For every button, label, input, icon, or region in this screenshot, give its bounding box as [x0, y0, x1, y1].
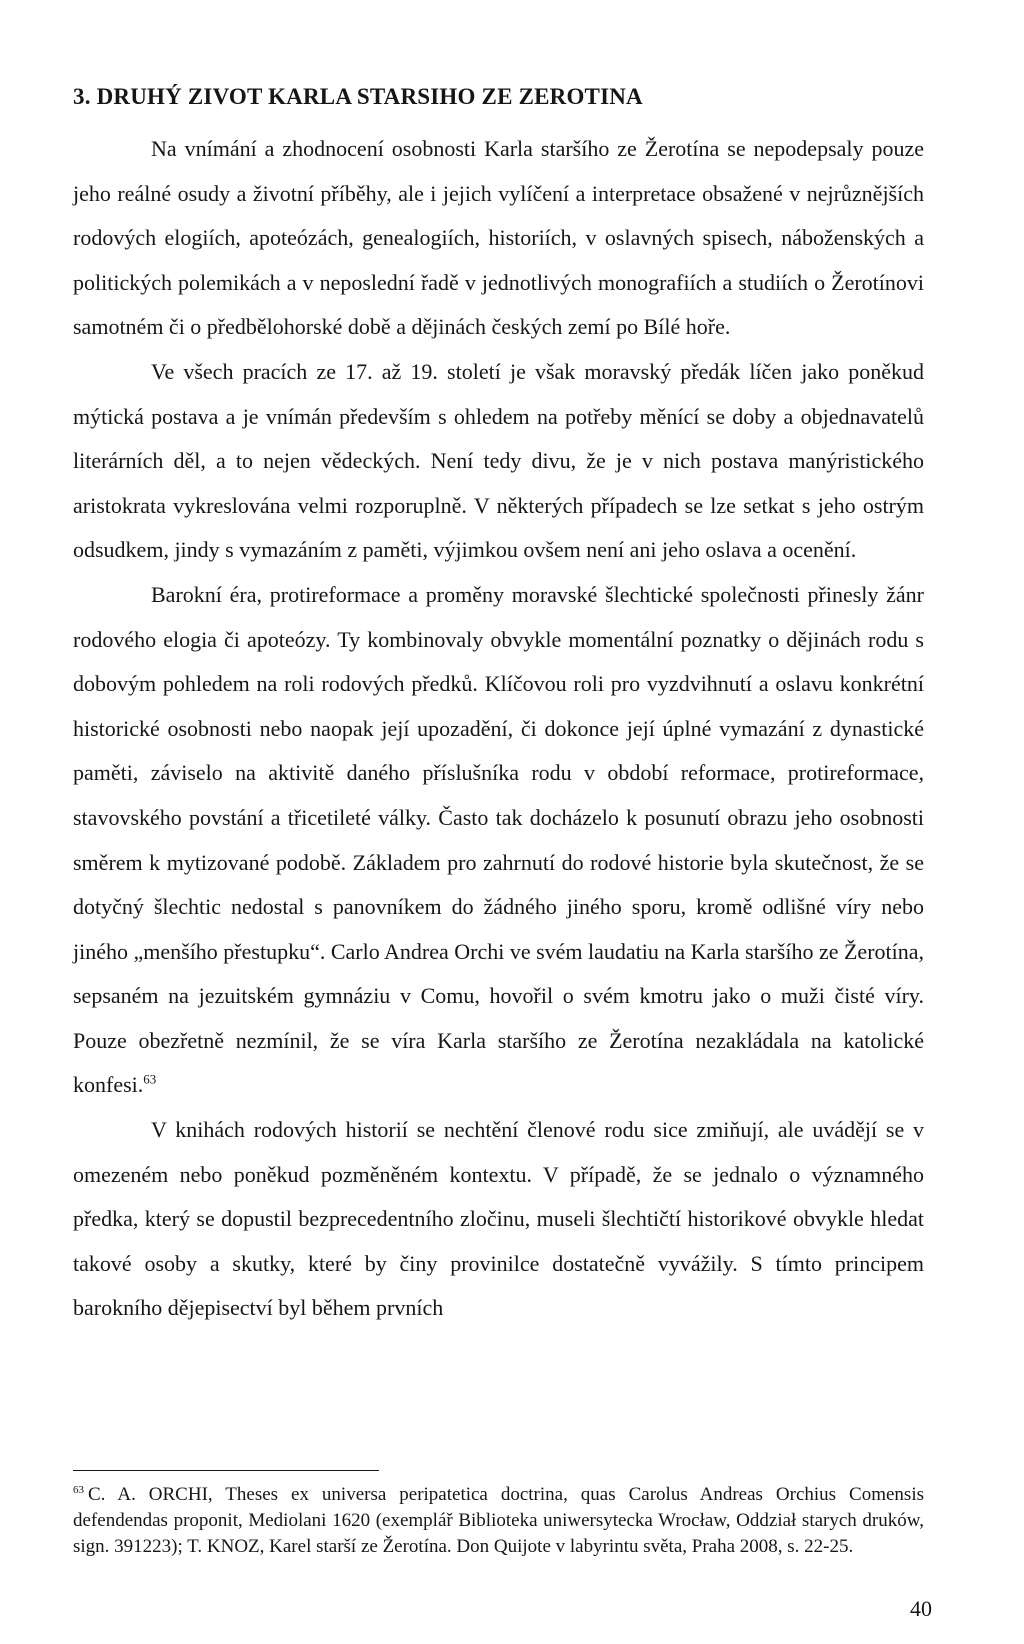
paragraph-3	[73, 573, 924, 1108]
page-body	[73, 84, 924, 1331]
paragraph-1: Na vnímání a zhodnocení osobnosti Karla staršího ze Žerotína se nepodepsaly pouze jeho reálné osudy a životní příběhy, ale i jejich vylíčení a interpretace obsažené v nejrůznějších rodových elogiích, apoteózách, genealogiích, historiích, v oslavných spisech, náboženských a politických polemikách a v neposlední řadě v jednotlivých monografiích a studiích o Žerotínovi samotném či o předbělohorské době a dějinách českých zemí po Bílé hoře.	[73, 136, 924, 340]
footnotes	[73, 1482, 924, 1560]
footnote-text: C. A. ORCHI, Theses ex universa peripatetica doctrina, quas Carolus Andreas Orchius Comensis defendendas proponit, Mediolani 1620 (exemplář Biblioteka uniwersytecka Wrocław, Oddział starych druków, sign. 391223); T. KNOZ, Karel starší ze Žerotína. Don Quijote v labyrintu světa, Praha 2008, s. 22-25.	[73, 1484, 924, 1557]
paragraph-2: Ve všech pracích ze 17. až 19. století je však moravský předák líčen jako poněkud mýtická postava a je vnímán především s ohledem na potřeby měnící se doby a objednavatelů literárních děl, a to nejen vědeckých. Není tedy divu, že je v nich postava manýristického aristokrata vykreslována velmi rozporuplně. V některých případech se lze setkat s jeho ostrým odsudkem, jindy s vymazáním z paměti, výjimkou ovšem není ani jeho oslava a ocenění.	[73, 358, 924, 563]
paragraph-4: V knihách rodových historií se nechtění členové rodu sice zmiňují, ale uvádějí se v omezeném nebo poněkud pozměněném kontextu. V případě, že se jednalo o významného předka, který se dopustil bezprecedentního zločinu, museli šlechtičtí historikové obvykle hledat takové osoby a skutky, které by činy provinilce dostatečně vyvážily. S tímto principem barokního dějepisectví byl během prvních	[73, 1117, 924, 1321]
section-heading: 3. DRUHÝ ZIVOT KARLA STARSIHO ZE ZEROTINA	[73, 84, 643, 109]
footnote-reference[interactable]: 63	[143, 1072, 157, 1088]
footnote-item	[73, 1482, 924, 1560]
page-number: 40	[910, 1596, 932, 1621]
footnote-number: 63	[73, 1483, 84, 1496]
paragraph-3-text: Barokní éra, protireformace a proměny moravské šlechtické společnosti přinesly žánr rodového elogia či apoteózy. Ty kombinovaly obvykle momentální poznatky o dějinách rodu s dobovým pohledem na roli rodových předků. Klíčovou roli pro vyzdvihnutí a oslavu konkrétní historické osobnosti nebo naopak její upozadění, či dokonce její úplné vymazání z dynastické paměti, záviselo na aktivitě daného příslušníka rodu v období reformace, protireformace, stavovského povstání a třicetileté války. Často tak docházelo k posunutí obrazu jeho osobnosti směrem k mytizované podobě. Základem pro zahrnutí do rodové historie byla skutečnost, že se dotyčný šlechtic nedostal s panovníkem do žádného jiného sporu, kromě odlišné víry nebo jiného „menšího přestupku“. Carlo Andrea Orchi ve svém laudatiu na Karla staršího ze Žerotína, sepsaném na jezuitském gymnáziu v Comu, hovořil o svém kmotru jako o muži čisté víry. Pouze obezřetně nezmínil, že se víra Karla staršího ze Žerotína nezakládala na katolické konfesi.	[73, 581, 925, 1098]
footnote-separator	[73, 1470, 379, 1471]
